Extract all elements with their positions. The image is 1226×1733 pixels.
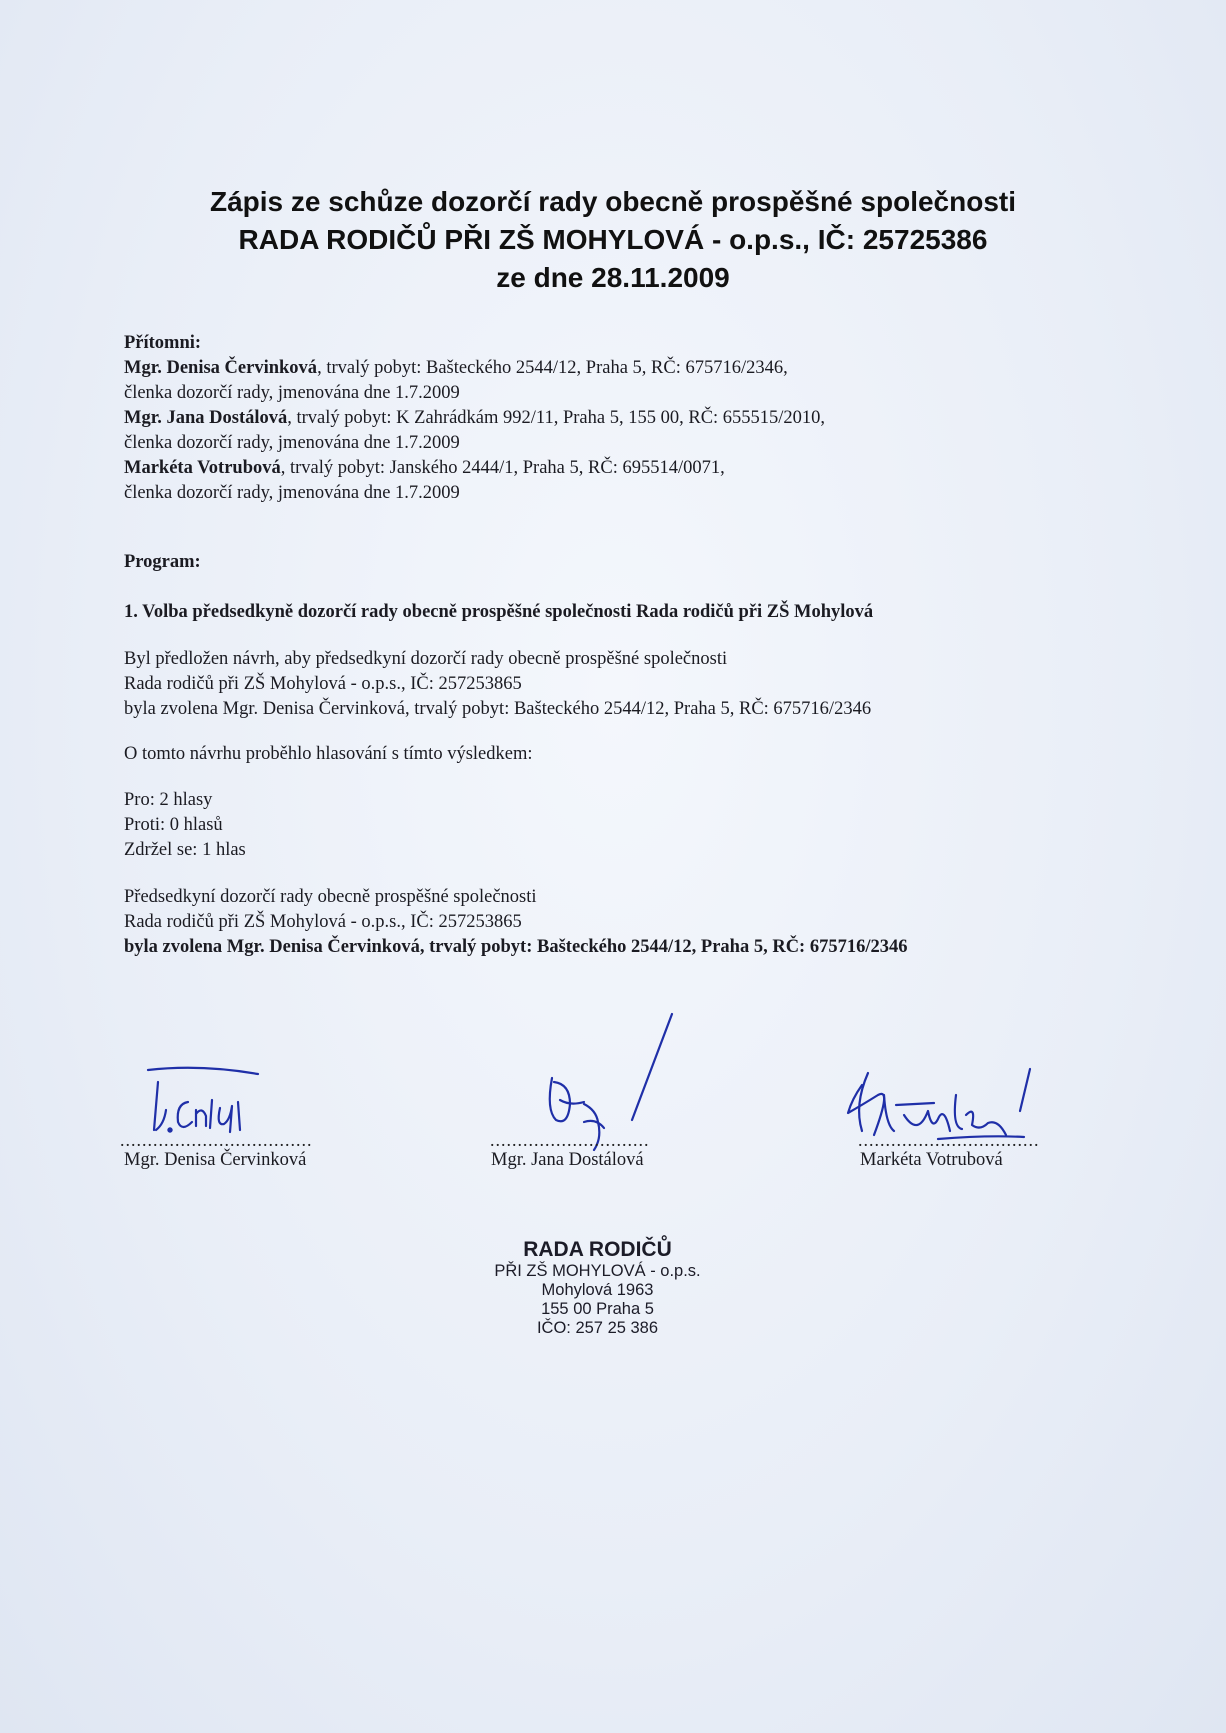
signature-line-2: ............................. <box>490 1130 650 1150</box>
vote-intro: O tomto návrhu proběhlo hlasování s tímto výsledkem: <box>124 744 533 764</box>
member-2 <box>124 406 1124 431</box>
stamp-line-3: 155 00 Praha 5 <box>541 1300 654 1318</box>
member-1-role: členka dozorčí rady, jmenována dne 1.7.2009 <box>124 383 460 403</box>
result-paragraph <box>124 885 1124 960</box>
title-line-1: Zápis ze schůze dozorčí rady obecně prospěšné společnosti <box>210 186 1016 217</box>
vote-for: Pro: 2 hlasy <box>124 790 213 810</box>
member-3-name: Markéta Votrubová <box>124 458 281 478</box>
present-heading: Přítomni: <box>124 333 202 353</box>
program-item-1: 1. Volba předsedkyně dozorčí rady obecně prospěšné společnosti Rada rodičů při ZŠ Mohylová <box>124 602 874 622</box>
proposal-paragraph <box>124 647 1124 722</box>
proposal-line-3: byla zvolena Mgr. Denisa Červinková, trvalý pobyt: Bašteckého 2544/12, Praha 5, RČ: 675716/2346 <box>124 699 872 719</box>
member-2-role: členka dozorčí rady, jmenována dne 1.7.2009 <box>124 433 460 453</box>
member-3 <box>124 456 1124 481</box>
signature-line-1: ................................... <box>120 1130 313 1150</box>
signature-line-3: ................................. <box>858 1130 1040 1150</box>
stamp-line-2: Mohylová 1963 <box>541 1281 654 1299</box>
result-line-1: Předsedkyní dozorčí rady obecně prospěšné společnosti <box>124 887 537 907</box>
member-1-name: Mgr. Denisa Červinková <box>124 358 318 378</box>
member-1 <box>124 356 1124 381</box>
member-2-name: Mgr. Jana Dostálová <box>124 408 288 428</box>
signature-cervinkova <box>140 1060 290 1140</box>
vote-against: Proti: 0 hlasů <box>124 815 223 835</box>
stamp-line-1: PŘI ZŠ MOHYLOVÁ - o.p.s. <box>494 1262 701 1280</box>
member-3-details: , trvalý pobyt: Janského 2444/1, Praha 5, RČ: 695514/0071, <box>280 458 725 478</box>
proposal-line-1: Byl předložen návrh, aby předsedkyní dozorčí rady obecně prospěšné společnosti <box>124 649 728 669</box>
vote-results <box>124 788 1124 863</box>
stamp-title: RADA RODIČŮ <box>523 1238 672 1261</box>
vote-abstain: Zdržel se: 1 hlas <box>124 840 246 860</box>
result-line-3: byla zvolena Mgr. Denisa Červinková, trvalý pobyt: Bašteckého 2544/12, Praha 5, RČ: 675716/2346 <box>124 937 908 957</box>
signature-name-2: Mgr. Jana Dostálová <box>491 1150 644 1170</box>
member-3-role: členka dozorčí rady, jmenována dne 1.7.2009 <box>124 483 460 503</box>
program-heading: Program: <box>124 552 201 572</box>
title-line-3: ze dne 28.11.2009 <box>496 262 730 293</box>
signature-name-1: Mgr. Denisa Červinková <box>124 1150 307 1170</box>
stamp-line-4: IČO: 257 25 386 <box>536 1319 659 1337</box>
signature-name-3: Markéta Votrubová <box>860 1150 1003 1170</box>
organization-stamp <box>420 1238 775 1338</box>
result-line-2: Rada rodičů při ZŠ Mohylová - o.p.s., IČ: 257253865 <box>124 912 522 932</box>
title-line-2: RADA RODIČŮ PŘI ZŠ MOHYLOVÁ - o.p.s., IČ: 25725386 <box>238 224 988 255</box>
member-2-details: , trvalý pobyt: K Zahrádkám 992/11, Praha 5, 155 00, RČ: 655515/2010, <box>287 408 826 428</box>
member-1-details: , trvalý pobyt: Bašteckého 2544/12, Praha 5, RČ: 675716/2346, <box>317 358 788 378</box>
proposal-line-2: Rada rodičů při ZŠ Mohylová - o.p.s., IČ: 257253865 <box>124 674 522 694</box>
present-section <box>124 331 1124 506</box>
